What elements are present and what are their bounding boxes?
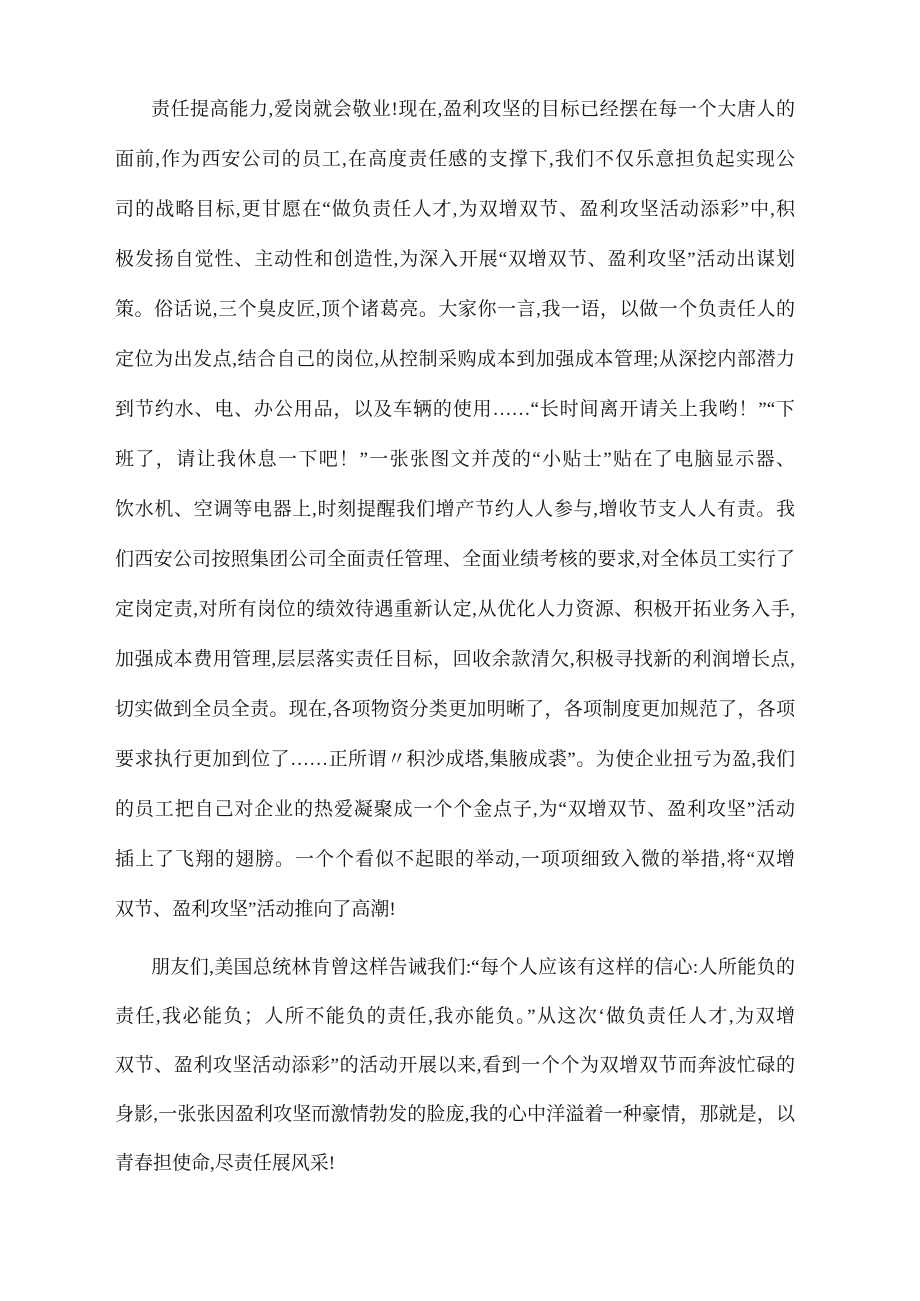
text-line: 班了，请让我休息一下吧！”一张张图文并茂的“小贴士”贴在了电脑显示器、 — [115, 449, 795, 470]
paragraph-1 — [115, 85, 795, 935]
text-line: 策。俗话说,三个臭皮匠,顶个诸葛亮。大家你一言,我一语，以做一个负责任人的 — [115, 299, 795, 320]
text-line: 饮水机、空调等电器上,时刻提醒我们增产节约人人参与,增收节支人人有责。我 — [115, 499, 795, 520]
text-line: 青春担使命,尽责任展风采! — [115, 1153, 336, 1174]
paragraph-2 — [115, 943, 795, 1188]
text-line: 面前,作为西安公司的员工,在高度责任感的支撑下,我们不仅乐意担负起实现公 — [115, 149, 795, 170]
text-line: 双节、盈利攻坚活动添彩”的活动开展以来,看到一个个为双增双节而奔波忙碌的 — [115, 1055, 795, 1076]
text-line: 到节约水、电、办公用品，以及车辆的使用……“长时间离开请关上我哟！”“下 — [115, 399, 795, 420]
text-line: 朋友们,美国总统林肯曾这样告诫我们:“每个人应该有这样的信心:人所能负的 — [151, 957, 795, 978]
text-line: 们西安公司按照集团公司全面责任管理、全面业绩考核的要求,对全体员工实行了 — [115, 549, 795, 570]
text-line: 定岗定责,对所有岗位的绩效待遇重新认定,从优化人力资源、积极开拓业务入手, — [115, 599, 795, 620]
text-line: 责任,我必能负；人所不能负的责任,我亦能负。”从这次‘做负责任人才,为双增 — [115, 1006, 795, 1027]
text-line: 极发扬自觉性、主动性和创造性,为深入开展“双增双节、盈利攻坚”活动出谋划 — [115, 249, 795, 270]
text-line: 切实做到全员全责。现在,各项物资分类更加明晰了，各项制度更加规范了，各项 — [115, 699, 795, 720]
text-line: 身影,一张张因盈利攻坚而激情勃发的脸庞,我的心中洋溢着一种豪情，那就是，以 — [115, 1104, 795, 1125]
text-line: 司的战略目标,更甘愿在“做负责任人才,为双增双节、盈利攻坚活动添彩”中,积 — [115, 199, 795, 220]
text-line: 责任提高能力,爱岗就会敬业!现在,盈利攻坚的目标已经摆在每一个大唐人的 — [151, 99, 795, 120]
text-line: 加强成本费用管理,层层落实责任目标，回收余款清欠,积极寻找新的利润增长点, — [115, 649, 795, 670]
text-line: 双节、盈利攻坚”活动推向了高潮! — [115, 899, 396, 920]
text-line: 定位为出发点,结合自己的岗位,从控制采购成本到加强成本管理;从深挖内部潜力 — [115, 349, 795, 370]
text-line: 插上了飞翔的翅膀。一个个看似不起眼的举动,一项项细致入微的举措,将“双增 — [115, 849, 795, 870]
text-line: 的员工把自己对企业的热爱凝聚成一个个金点子,为“双增双节、盈利攻坚”活动 — [115, 799, 795, 820]
text-line: 要求执行更加到位了……正所谓〃积沙成塔,集腋成裘”。为使企业扭亏为盈,我们 — [115, 749, 795, 770]
